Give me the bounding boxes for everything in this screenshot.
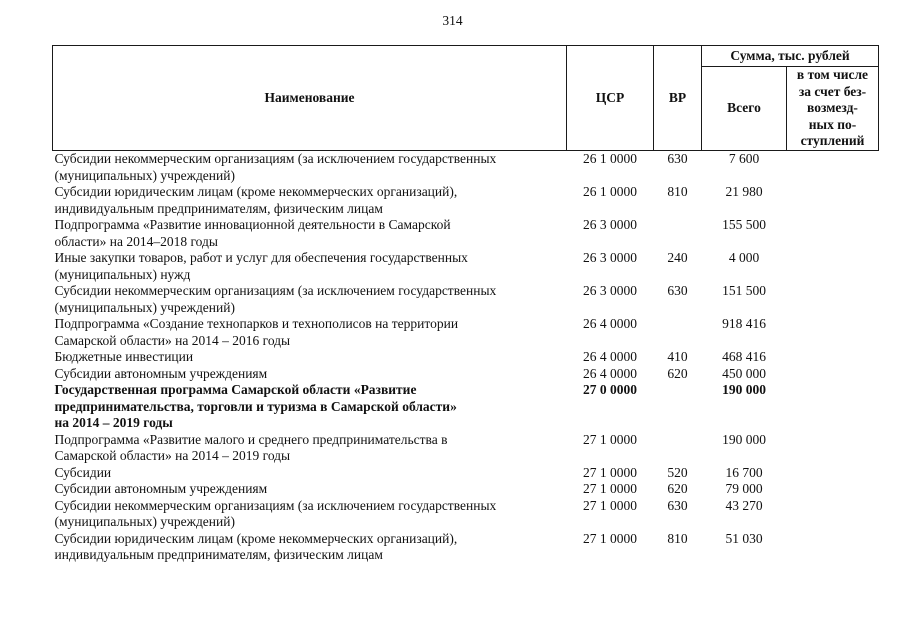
row-total: 918 416 xyxy=(722,316,766,331)
row-csr: 27 1 0000 xyxy=(583,497,637,513)
row-csr: 27 1 0000 xyxy=(583,464,637,480)
row-gratuitous xyxy=(787,217,879,250)
table-row xyxy=(53,465,879,482)
row-name-line: (муниципальных) нужд xyxy=(54,266,191,282)
row-vr xyxy=(654,217,702,250)
row-name-line: (муниципальных) учреждений) xyxy=(54,167,235,183)
row-name-line: на 2014 – 2019 годы xyxy=(54,415,173,430)
row-name-line: Субсидии xyxy=(54,464,112,480)
row-vr: 630 xyxy=(667,151,688,166)
row-name xyxy=(53,531,567,564)
row-total: 190 000 xyxy=(722,382,766,397)
row-name xyxy=(53,217,567,250)
header-gratuitous-line: в том числе xyxy=(796,67,869,83)
row-name-line: области» на 2014–2018 годы xyxy=(54,233,218,249)
row-gratuitous xyxy=(787,498,879,531)
row-gratuitous xyxy=(787,465,879,482)
table-row xyxy=(53,382,879,432)
row-name xyxy=(53,366,567,383)
row-total: 43 270 xyxy=(725,497,763,513)
row-name xyxy=(53,382,567,432)
row-total: 7 600 xyxy=(728,151,760,166)
row-vr: 630 xyxy=(667,283,688,298)
row-total: 51 030 xyxy=(725,530,763,546)
row-csr: 27 0 0000 xyxy=(583,382,637,397)
row-name-line: Государственная программа Самарской области «Развитие xyxy=(54,382,417,397)
row-total: 4 000 xyxy=(728,250,760,265)
row-name xyxy=(53,316,567,349)
row-name xyxy=(53,498,567,531)
row-gratuitous xyxy=(787,531,879,564)
row-vr: 620 xyxy=(667,365,688,381)
row-vr: 630 xyxy=(667,497,688,513)
row-gratuitous xyxy=(787,283,879,316)
row-name-line: Субсидии некоммерческим организациям (за исключением государственных xyxy=(54,497,497,513)
row-name-line: (муниципальных) учреждений) xyxy=(54,299,235,315)
row-gratuitous xyxy=(787,481,879,498)
row-name-line: индивидуальным предпринимателям, физическим лицам xyxy=(54,200,383,216)
table-row xyxy=(53,366,879,383)
row-name-line: Субсидии юридическим лицам (кроме некоммерческих организаций), xyxy=(54,184,458,199)
row-total: 16 700 xyxy=(725,464,763,480)
row-csr: 26 1 0000 xyxy=(583,151,637,166)
row-name-line: Субсидии автономным учреждениям xyxy=(54,365,268,381)
row-total: 468 416 xyxy=(722,349,766,364)
row-name-line: Бюджетные инвестиции xyxy=(54,349,194,364)
row-name xyxy=(53,481,567,498)
table-row xyxy=(53,316,879,349)
row-name-line: Иные закупки товаров, работ и услуг для обеспечения государственных xyxy=(54,250,468,265)
row-csr: 26 4 0000 xyxy=(583,316,637,331)
row-total: 151 500 xyxy=(722,283,766,298)
page-number: 314 xyxy=(442,13,463,28)
table-body xyxy=(53,151,879,564)
row-csr: 26 1 0000 xyxy=(583,184,637,199)
row-name-line: Субсидии некоммерческим организациям (за исключением государственных xyxy=(54,151,497,166)
row-gratuitous xyxy=(787,151,879,184)
row-name xyxy=(53,432,567,465)
row-name-line: предпринимательства, торговли и туризма в Самарской области» xyxy=(54,398,457,414)
row-csr: 26 4 0000 xyxy=(583,365,637,381)
row-name-line: Подпрограмма «Создание технопарков и технополисов на территории xyxy=(54,316,459,331)
row-gratuitous xyxy=(787,184,879,217)
row-gratuitous xyxy=(787,250,879,283)
row-name-line: Субсидии юридическим лицам (кроме некоммерческих организаций), xyxy=(54,530,458,546)
row-vr: 520 xyxy=(667,464,688,480)
row-vr: 240 xyxy=(667,250,688,265)
row-name xyxy=(53,151,567,184)
table-row xyxy=(53,481,879,498)
table-row xyxy=(53,184,879,217)
row-gratuitous xyxy=(787,349,879,366)
row-name-line: Подпрограмма «Развитие инновационной деятельности в Самарской xyxy=(54,217,451,232)
budget-table xyxy=(52,45,879,564)
table-row xyxy=(53,151,879,184)
row-csr: 27 1 0000 xyxy=(583,530,637,546)
row-total: 190 000 xyxy=(722,431,766,447)
row-vr: 620 xyxy=(667,481,688,496)
header-csr: ЦСР xyxy=(567,46,654,151)
table-row xyxy=(53,283,879,316)
table-header xyxy=(53,46,879,151)
row-csr: 26 3 0000 xyxy=(583,217,637,232)
row-name xyxy=(53,283,567,316)
header-gratuitous-line: ступлений xyxy=(800,133,865,149)
row-name xyxy=(53,349,567,366)
row-csr: 27 1 0000 xyxy=(583,481,637,496)
row-total: 450 000 xyxy=(722,365,766,381)
row-name-line: Подпрограмма «Развитие малого и среднего предпринимательства в xyxy=(54,431,448,447)
row-name-line: (муниципальных) учреждений) xyxy=(54,514,235,529)
table-row xyxy=(53,531,879,564)
row-vr: 810 xyxy=(667,184,688,199)
row-name-line: Самарской области» на 2014 – 2019 годы xyxy=(54,448,291,463)
row-vr xyxy=(654,382,702,432)
row-gratuitous xyxy=(787,316,879,349)
row-csr: 27 1 0000 xyxy=(583,431,637,447)
row-total: 155 500 xyxy=(722,217,766,232)
row-name-line: индивидуальным предпринимателям, физическим лицам xyxy=(54,547,383,562)
header-gratuitous xyxy=(787,67,879,151)
header-gratuitous-line: за счет без- xyxy=(798,83,867,99)
table-row xyxy=(53,349,879,366)
row-gratuitous xyxy=(787,432,879,465)
row-vr xyxy=(654,432,702,465)
row-csr: 26 3 0000 xyxy=(583,283,637,298)
row-name-line: Субсидии некоммерческим организациям (за исключением государственных xyxy=(54,283,497,298)
row-gratuitous xyxy=(787,366,879,383)
table-row xyxy=(53,217,879,250)
row-vr: 410 xyxy=(667,349,688,364)
row-name xyxy=(53,184,567,217)
table-row xyxy=(53,432,879,465)
row-vr xyxy=(654,316,702,349)
header-total: Всего xyxy=(702,67,787,151)
header-vr: ВР xyxy=(654,46,702,151)
row-csr: 26 4 0000 xyxy=(583,349,637,364)
row-vr: 810 xyxy=(667,530,688,546)
row-total: 79 000 xyxy=(725,481,763,496)
row-name xyxy=(53,250,567,283)
table-row xyxy=(53,250,879,283)
row-name-line: Субсидии автономным учреждениям xyxy=(54,481,268,496)
row-total: 21 980 xyxy=(725,184,763,199)
row-name xyxy=(53,465,567,482)
table-row xyxy=(53,498,879,531)
row-name-line: Самарской области» на 2014 – 2016 годы xyxy=(54,332,291,348)
header-gratuitous-line: возмезд- xyxy=(807,100,858,116)
header-gratuitous-line: ных по- xyxy=(808,116,857,132)
header-sum: Сумма, тыс. рублей xyxy=(702,46,879,67)
row-gratuitous xyxy=(787,382,879,432)
row-csr: 26 3 0000 xyxy=(583,250,637,265)
header-name: Наименование xyxy=(53,46,567,151)
